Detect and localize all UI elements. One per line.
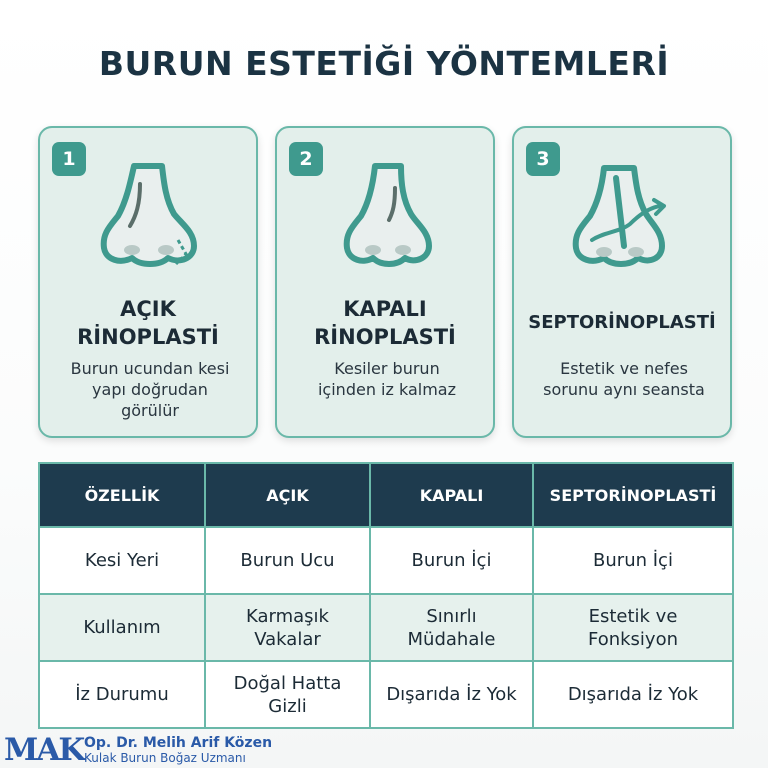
cell-text: Burun İçi (411, 550, 492, 571)
card-title-line: RİNOPLASTİ (314, 325, 456, 349)
table-cell (370, 594, 533, 661)
card-title (514, 294, 730, 352)
table-cell (205, 661, 370, 728)
card-title-line: SEPTORİNOPLASTİ (528, 312, 716, 333)
card-kapali-rinoplasti (275, 126, 495, 438)
card-desc-line: Kesiler burun (334, 359, 440, 378)
cell-text: Sınırlı (426, 605, 477, 627)
table-header-cell: AÇIK (205, 463, 370, 527)
card-title-line: KAPALI (343, 297, 427, 321)
card-desc-line: görülür (121, 401, 179, 420)
brand-logo: MAK (4, 732, 84, 768)
doctor-name: Op. Dr. Melih Arif Közen (84, 735, 273, 751)
table-row (39, 594, 733, 661)
method-cards (38, 126, 732, 438)
nose-open-incision-icon (90, 154, 210, 274)
comparison-table (38, 462, 734, 729)
table-cell (39, 661, 205, 728)
card-title-line: AÇIK (120, 297, 176, 321)
table-row (39, 661, 733, 728)
table-row (39, 527, 733, 594)
card-description (287, 358, 487, 400)
card-number-badge: 3 (526, 142, 560, 176)
cell-text: Dışarıda İz Yok (386, 684, 517, 705)
cell-text: İz Durumu (75, 684, 169, 705)
cell-text: Doğal Hatta (233, 672, 342, 694)
card-desc-line: yapı doğrudan (92, 380, 208, 399)
card-desc-line: Estetik ve nefes (560, 359, 688, 378)
table-cell (205, 594, 370, 661)
card-desc-line: sorunu aynı seansta (543, 380, 705, 399)
cell-text: Kesi Yeri (84, 550, 160, 571)
card-acik-rinoplasti (38, 126, 258, 438)
card-description (524, 358, 724, 400)
card-septorinoplasti (512, 126, 732, 438)
cell-text: Gizli (268, 695, 307, 717)
table-cell (533, 527, 733, 594)
cell-text: Estetik ve (588, 605, 678, 627)
table-cell (533, 594, 733, 661)
cell-text: Burun Ucu (240, 550, 335, 571)
table-header-cell: SEPTORİNOPLASTİ (533, 463, 733, 527)
table-cell (205, 527, 370, 594)
table-header-cell: KAPALI (370, 463, 533, 527)
cell-text: Fonksiyon (587, 628, 678, 650)
table-header-row (39, 463, 733, 527)
cell-text: Dışarıda İz Yok (567, 684, 699, 705)
table-header-cell: ÖZELLİK (39, 463, 205, 527)
footer-brand (0, 734, 400, 768)
card-title (40, 294, 256, 352)
nose-closed-icon (327, 154, 447, 274)
nose-septum-airflow-icon (564, 154, 684, 274)
card-title (277, 294, 493, 352)
cell-text: Burun İçi (593, 550, 673, 571)
card-number-badge: 1 (52, 142, 86, 176)
table-cell (533, 661, 733, 728)
card-number-badge: 2 (289, 142, 323, 176)
card-description (50, 358, 250, 421)
table-cell (370, 661, 533, 728)
cell-text: Vakalar (254, 628, 321, 650)
cell-text: Kullanım (83, 617, 161, 638)
doctor-specialty: Kulak Burun Boğaz Uzmanı (84, 751, 246, 765)
card-desc-line: içinden iz kalmaz (317, 380, 456, 399)
card-title-line: RİNOPLASTİ (77, 325, 219, 349)
table-cell (370, 527, 533, 594)
cell-text: Müdahale (407, 628, 496, 650)
table-cell (39, 527, 205, 594)
table-cell (39, 594, 205, 661)
cell-text: Karmaşık (246, 605, 329, 627)
card-desc-line: Burun ucundan kesi (70, 359, 230, 378)
page-title: BURUN ESTETİĞİ YÖNTEMLERİ (98, 44, 670, 83)
